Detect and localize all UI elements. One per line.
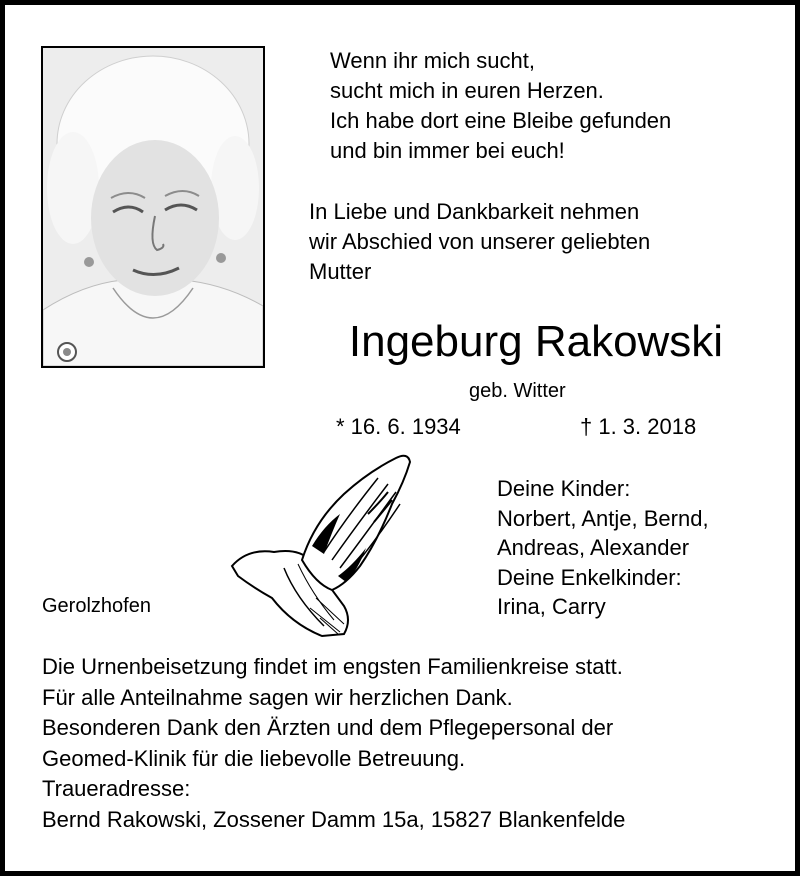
intro-line: wir Abschied von unserer geliebten [309,229,651,254]
family-list [497,474,709,622]
portrait-photo [41,46,265,368]
notice-line: Für alle Anteilnahme sagen wir herzlichen Dank. [42,684,513,710]
birth-name: geb. Witter [469,380,566,402]
notice-line: Die Urnenbeisetzung findet im engsten Familienkreise statt. [42,654,623,679]
family-line: Norbert, Antje, Bernd, [497,505,709,531]
family-line: Deine Kinder: [497,476,631,501]
poem-line: Wenn ihr mich sucht, [330,48,536,73]
poem-line: und bin immer bei euch! [330,138,565,163]
family-line: Deine Enkelkinder: [497,564,682,590]
praying-hands-icon [228,448,418,638]
family-line: Andreas, Alexander [497,535,690,560]
poem-line: Ich habe dort eine Bleibe gefunden [330,108,672,133]
birth-date: * 16. 6. 1934 [336,414,461,439]
poem-line: sucht mich in euren Herzen. [330,78,604,103]
intro-line: Mutter [309,259,372,284]
notice-line: Bernd Rakowski, Zossener Damm 15a, 15827 Blankenfelde [42,806,626,832]
death-date: † 1. 3. 2018 [580,414,697,439]
deceased-name: Ingeburg Rakowski [348,317,724,366]
poem [330,46,671,166]
family-line: Irina, Carry [497,594,606,619]
notice-line: Geomed-Klinik für die liebevolle Betreuung. [42,745,466,771]
funeral-notice [42,652,625,835]
intro-text [309,197,650,287]
place-name: Gerolzhofen [42,595,151,617]
notice-line: Besonderen Dank den Ärzten und dem Pflegepersonal der [42,715,614,740]
notice-line: Traueradresse: [42,776,191,801]
portrait-illustration [43,48,263,366]
intro-line: In Liebe und Dankbarkeit nehmen [309,199,640,224]
